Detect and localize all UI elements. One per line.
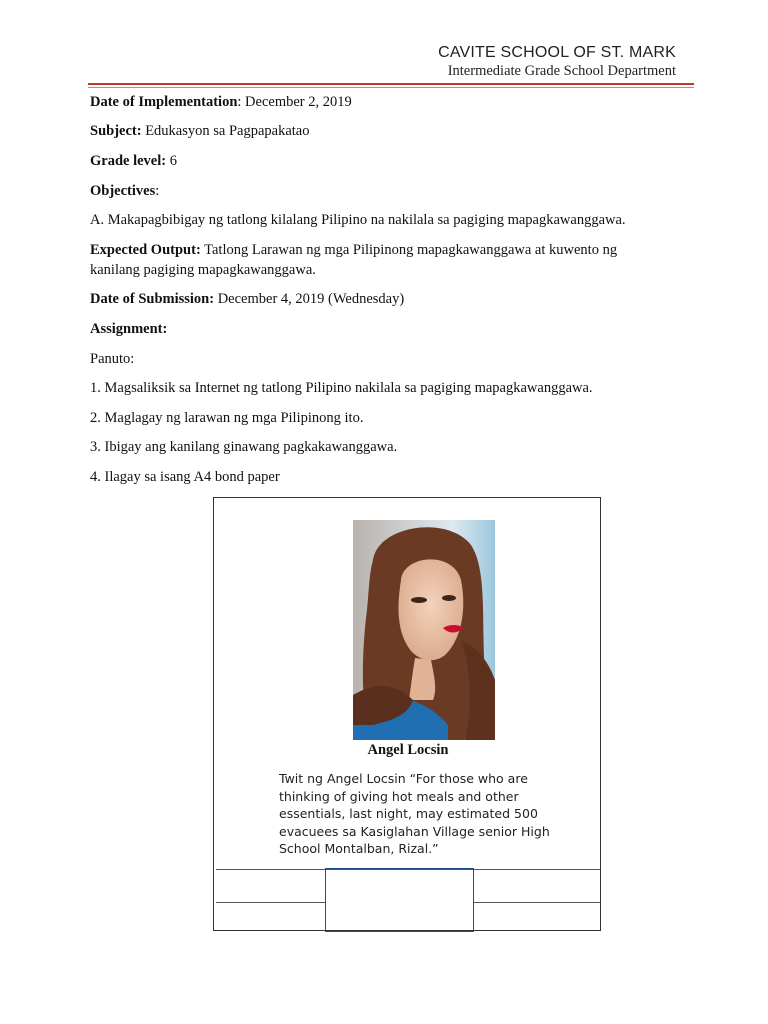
panuto-label: Panuto: (90, 351, 135, 367)
department-name: Intermediate Grade School Department (447, 63, 676, 79)
table-line-mid-left (216, 902, 325, 903)
school-name: CAVITE SCHOOL OF ST. MARK (438, 44, 676, 61)
step-1: 1. Magsaliksik sa Internet ng tatlong Pilipino nakilala sa pagiging mapagkawanggawa. (90, 380, 593, 396)
objective-a: A. Makapagbibigay ng tatlong kilalang Pilipino na nakilala sa pagiging mapagkawanggawa. (90, 212, 626, 228)
expected-output-line-2: kanilang pagiging mapagkawanggawa. (90, 262, 316, 278)
header-rule-red (88, 83, 694, 85)
center-table-cell (325, 868, 474, 932)
step-2: 2. Maglagay ng larawan ng mga Pilipinong ito. (90, 410, 364, 426)
step-4: 4. Ilagay sa isang A4 bond paper (90, 469, 280, 485)
subject-line: Subject: Edukasyon sa Pagpapakatao (90, 123, 310, 139)
step-3: 3. Ibigay ang kanilang ginawang pagkakawanggawa. (90, 439, 398, 455)
quote-text: Twit ng Angel Locsin “For those who are thinking of giving hot meals and other essentials, last night, may estimated 500 evacuees sa Kasiglahan Village senior High School Montalban, Rizal.” (279, 771, 550, 856)
objectives-label: Objectives: (90, 183, 160, 199)
grade-line: Grade level: 6 (90, 153, 177, 169)
submission-line: Date of Submission: December 4, 2019 (Wednesday) (90, 291, 405, 307)
assignment-label: Assignment: (90, 321, 168, 337)
header-rule-gray (88, 87, 694, 88)
expected-output-line: Expected Output: Tatlong Larawan ng mga Pilipinong mapagkawanggawa at kuwento ng (90, 242, 618, 258)
table-line-mid-right (474, 902, 600, 903)
date-implementation-line: Date of Implementation: December 2, 2019 (90, 94, 352, 110)
person-name: Angel Locsin (367, 742, 449, 758)
portrait-photo (353, 520, 495, 740)
profile-card (213, 497, 601, 931)
